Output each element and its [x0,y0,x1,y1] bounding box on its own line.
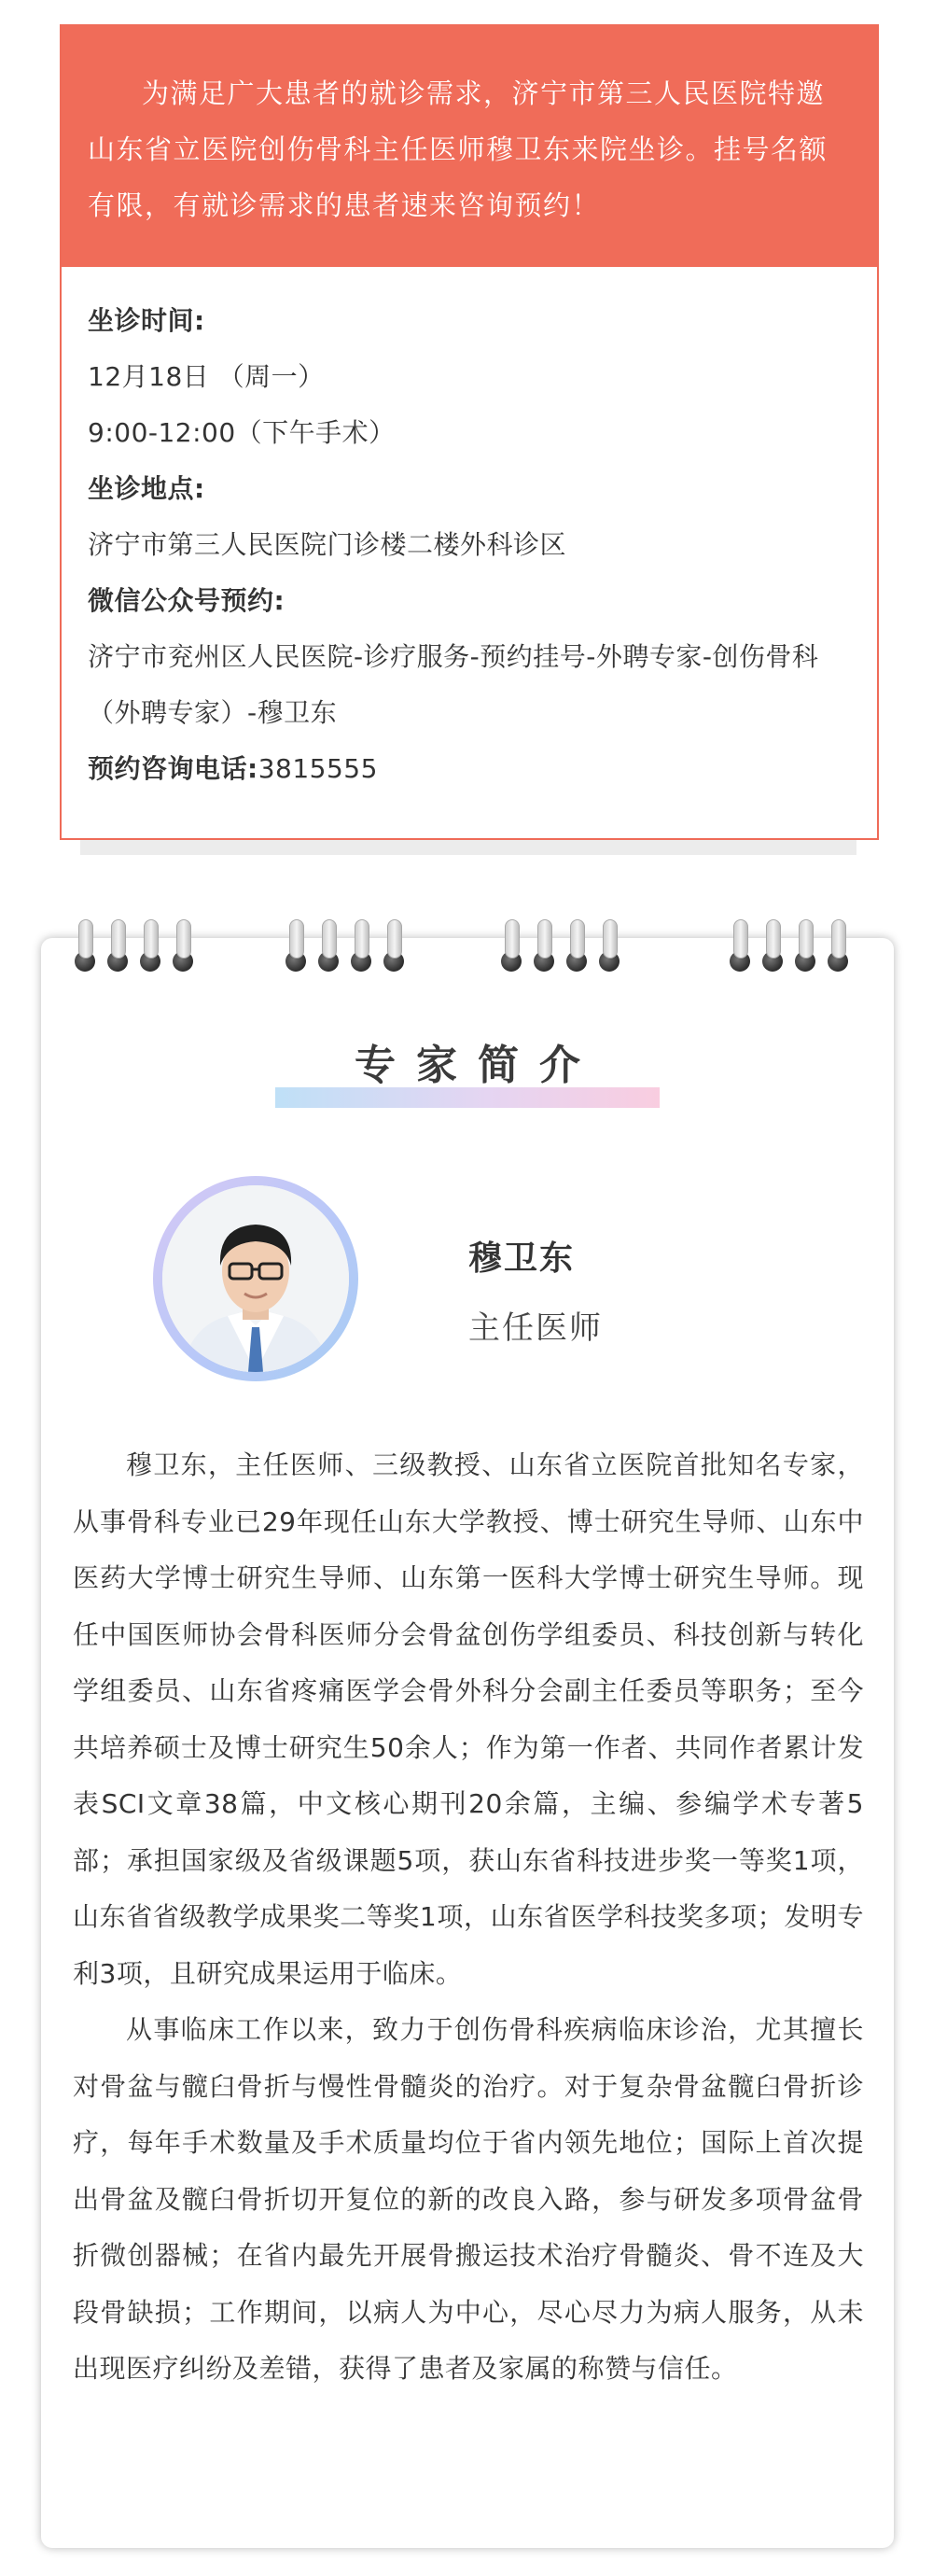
doctor-portrait-icon [162,1185,349,1372]
visit-date: 12月18日 （周一） [88,361,325,392]
notice-intro-text: 为满足广大患者的就诊需求，济宁市第三人民医院特邀山东省立医院创伤骨科主任医师穆卫东来院坐诊。挂号名额有限，有就诊需求的患者速来咨询预约！ [88,77,829,221]
doctor-name: 穆卫东 [468,1239,576,1278]
binder-rings [41,919,894,975]
binder-ring-icon [75,919,97,975]
bio-paragraph-1: 穆卫东，主任医师、三级教授、山东省立医院首批知名专家，从事骨科专业已29年现任山东大学教授、博士研究生导师、山东中医药大学博士研究生导师、山东第一医科大学博士研究生导师。现任中国医师协会骨科医师分会骨盆创伤学组委员、科技创新与转化学组委员、山东省疼痛医学会骨外科分会副主任委员等职务；至今共培养硕士及博士研究生50余人；作为第一作者、共同作者累计发表SCI文章38篇，中文核心期刊20余篇，主编、参编学术专著5部；承担国家级及省级课题5项，获山东省科技进步奖一等奖1项，山东省省级教学成果奖二等奖1项，山东省医学科技奖多项；发明专利3项，且研究成果运用于临床。 [73,1449,864,1989]
binder-ring-icon [566,919,589,975]
card-shadow [80,840,856,855]
title-highlight-bar [275,1087,660,1108]
visit-hours: 9:00-12:00（下午手术） [88,417,396,448]
bio-paragraph-2: 从事临床工作以来，致力于创伤骨科疾病临床诊治，尤其擅长对骨盆与髋臼骨折与慢性骨髓炎的治疗。对于复杂骨盆髋臼骨折诊疗，每年手术数量及手术质量均位于省内领先地位；国际上首次提出骨盆及髋臼骨折切开复位的新的改良入路，参与研发多项骨盆骨折微创器械；在省内最先开展骨搬运技术治疗骨髓炎、骨不连及大段骨缺损；工作期间，以病人为中心，尽心尽力为病人服务，从未出现医疗纠纷及差错，获得了患者及家属的称赞与信任。 [73,2014,864,2384]
notice-card [60,24,879,840]
doctor-title: 主任医师 [468,1309,603,1347]
phone-label: 预约咨询电话: [88,753,258,784]
doctor-bio [73,1437,864,2398]
binder-ring-icon [173,919,195,975]
section-title-text: 专家简介 [355,1042,601,1089]
binder-ring-icon [351,919,373,975]
wechat-path: 济宁市兖州区人民医院-诊疗服务-预约挂号-外聘专家-创伤骨科（外聘专家）-穆卫东 [88,641,819,728]
notice-details [62,267,877,797]
phone-line [88,741,851,797]
section-title [41,1031,894,1091]
expert-profile-notebook [41,938,894,2548]
binder-ring-icon [795,919,817,975]
binder-ring-icon [534,919,556,975]
binder-ring-icon [599,919,621,975]
place-label: 坐诊地点: [88,473,205,504]
time-label: 坐诊时间: [88,305,205,336]
binder-ring-icon [828,919,850,975]
binder-ring-icon [285,919,308,975]
binder-ring-icon [762,919,785,975]
binder-ring-icon [107,919,130,975]
binder-ring-icon [730,919,752,975]
binder-ring-icon [318,919,341,975]
phone-number: 3815555 [258,753,378,784]
avatar [153,1176,358,1381]
binder-ring-icon [383,919,406,975]
wechat-label: 微信公众号预约: [88,585,285,616]
binder-ring-icon [501,919,523,975]
binder-ring-icon [140,919,162,975]
visit-place: 济宁市第三人民医院门诊楼二楼外科诊区 [88,529,567,560]
notice-intro-banner [62,26,877,267]
